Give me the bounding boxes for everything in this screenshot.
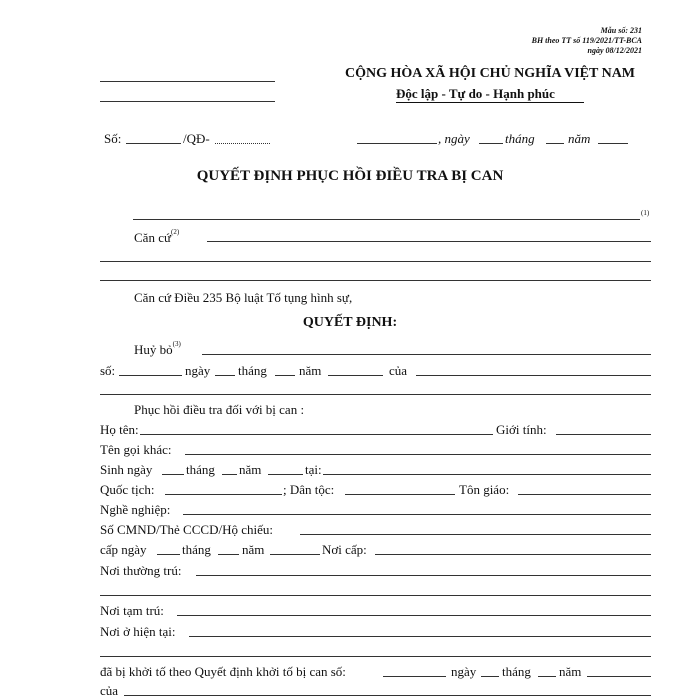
khoi-to-ngay-field[interactable] [481, 676, 499, 677]
motto-underline [396, 102, 584, 103]
cmnd-field[interactable] [300, 534, 651, 535]
qd-suffix-field[interactable] [215, 143, 270, 144]
ton-giao-label: Tôn giáo: [459, 482, 510, 497]
legal-basis: Căn cứ Điều 235 Bộ luật Tố tụng hình sự, [134, 290, 353, 305]
can-cu-field-1[interactable] [207, 241, 651, 242]
cap-thang-label: tháng [182, 542, 211, 557]
document-title: QUYẾT ĐỊNH PHỤC HỒI ĐIỀU TRA BỊ CAN [196, 168, 504, 184]
so-nam-field[interactable] [328, 375, 383, 376]
so-cua-label: của [389, 363, 408, 378]
khoi-to-nam-field[interactable] [587, 676, 651, 677]
number-field[interactable] [126, 143, 181, 144]
khoi-to-nam-label: năm [559, 664, 582, 679]
khoi-to-cua-label: của [100, 683, 119, 698]
so-extra-field[interactable] [100, 394, 651, 395]
huy-bo-field[interactable] [202, 354, 651, 355]
hien-tai-label: Nơi ở hiện tại: [100, 624, 176, 639]
sinh-ngay-field[interactable] [162, 474, 184, 475]
noi-cap-label: Nơi cấp: [322, 542, 367, 557]
note-1: (1) [641, 209, 650, 217]
can-cu-label [134, 230, 179, 246]
so-ngay-field[interactable] [215, 375, 235, 376]
tam-tru-label: Nơi tạm trú: [100, 603, 164, 618]
restore-statement: Phục hồi điều tra đối với bị can : [134, 402, 305, 417]
cap-ngay-label: cấp ngày [100, 542, 147, 557]
so-field[interactable] [119, 375, 182, 376]
place-field[interactable] [357, 143, 437, 144]
date-month-field[interactable] [546, 143, 564, 144]
thuong-tru-field-2[interactable] [100, 595, 651, 596]
sinh-nam-field[interactable] [268, 474, 303, 475]
note-3: (3) [172, 340, 181, 348]
khoi-to-thang-field[interactable] [538, 676, 556, 677]
khoi-to-label: đã bị khởi tố theo Quyết định khởi tố bị can số: [100, 664, 346, 679]
date-day-label: , ngày [438, 131, 470, 146]
thuong-tru-label: Nơi thường trú: [100, 563, 182, 578]
can-cu-field-3[interactable] [100, 280, 651, 281]
dan-toc-field[interactable] [345, 494, 455, 495]
huy-bo-text: Huỷ bỏ [134, 342, 173, 357]
sinh-thang-label: tháng [186, 462, 215, 477]
form-code [532, 26, 642, 56]
date-year-label: năm [568, 131, 591, 146]
date-month-label: tháng [505, 131, 535, 146]
sinh-nam-label: năm [239, 462, 262, 477]
cap-nam-field[interactable] [270, 554, 320, 555]
motto: Độc lập - Tự do - Hạnh phúc [396, 86, 555, 101]
so-thang-label: tháng [238, 363, 267, 378]
tai-field[interactable] [323, 474, 651, 475]
huy-bo-label [134, 342, 181, 358]
ho-ten-field[interactable] [140, 434, 493, 435]
gioi-tinh-field[interactable] [556, 434, 651, 435]
decision-heading: QUYẾT ĐỊNH: [302, 315, 398, 330]
date-year-field[interactable] [598, 143, 628, 144]
so-label: số: [100, 363, 116, 378]
khoi-to-thang-label: tháng [502, 664, 531, 679]
agency-line-2[interactable] [100, 101, 275, 102]
ten-goi-khac-label: Tên gọi khác: [100, 442, 172, 457]
so-cua-field[interactable] [416, 375, 651, 376]
cap-nam-label: năm [242, 542, 265, 557]
khoi-to-ngay-label: ngày [451, 664, 477, 679]
number-label: Số: [104, 131, 122, 146]
ho-ten-label: Họ tên: [100, 422, 139, 437]
authority-field[interactable] [133, 219, 640, 220]
tam-tru-field[interactable] [177, 615, 651, 616]
gioi-tinh-label: Giới tính: [496, 422, 547, 437]
agency-line-1[interactable] [100, 81, 275, 82]
ton-giao-field[interactable] [518, 494, 651, 495]
so-ngay-label: ngày [185, 363, 211, 378]
tai-label: tại: [305, 462, 322, 477]
can-cu-text: Căn cứ [134, 230, 172, 245]
khoi-to-cua-field[interactable] [124, 695, 651, 696]
nation-title: CỘNG HÒA XÃ HỘI CHỦ NGHĨA VIỆT NAM [345, 66, 636, 81]
form-code-line2: BH theo TT số 119/2021/TT-BCA [531, 36, 642, 45]
noi-cap-field[interactable] [375, 554, 651, 555]
so-nam-label: năm [299, 363, 322, 378]
sinh-thang-field[interactable] [222, 474, 237, 475]
quoc-tich-label: Quốc tịch: [100, 482, 155, 497]
so-thang-field[interactable] [275, 375, 295, 376]
can-cu-field-2[interactable] [100, 261, 651, 262]
sinh-ngay-label: Sinh ngày [100, 462, 153, 477]
cap-thang-field[interactable] [218, 554, 239, 555]
thuong-tru-field-1[interactable] [196, 575, 651, 576]
qd-label: /QĐ- [183, 131, 210, 146]
note-2: (2) [171, 228, 180, 236]
ten-goi-khac-field[interactable] [185, 454, 651, 455]
quoc-tich-field[interactable] [165, 494, 282, 495]
cap-ngay-field[interactable] [157, 554, 180, 555]
date-day-field[interactable] [479, 143, 503, 144]
cmnd-label: Số CMND/Thẻ CCCD/Hộ chiếu: [100, 522, 273, 537]
khoi-to-so-field[interactable] [383, 676, 446, 677]
form-code-line3: ngày 08/12/2021 [587, 46, 642, 55]
nghe-nghiep-field[interactable] [183, 514, 651, 515]
form-code-line1: Mẫu số: 231 [600, 26, 642, 35]
dan-toc-label: ; Dân tộc: [283, 482, 335, 497]
hien-tai-field-2[interactable] [100, 656, 651, 657]
hien-tai-field-1[interactable] [189, 636, 651, 637]
nghe-nghiep-label: Nghề nghiệp: [100, 502, 171, 517]
